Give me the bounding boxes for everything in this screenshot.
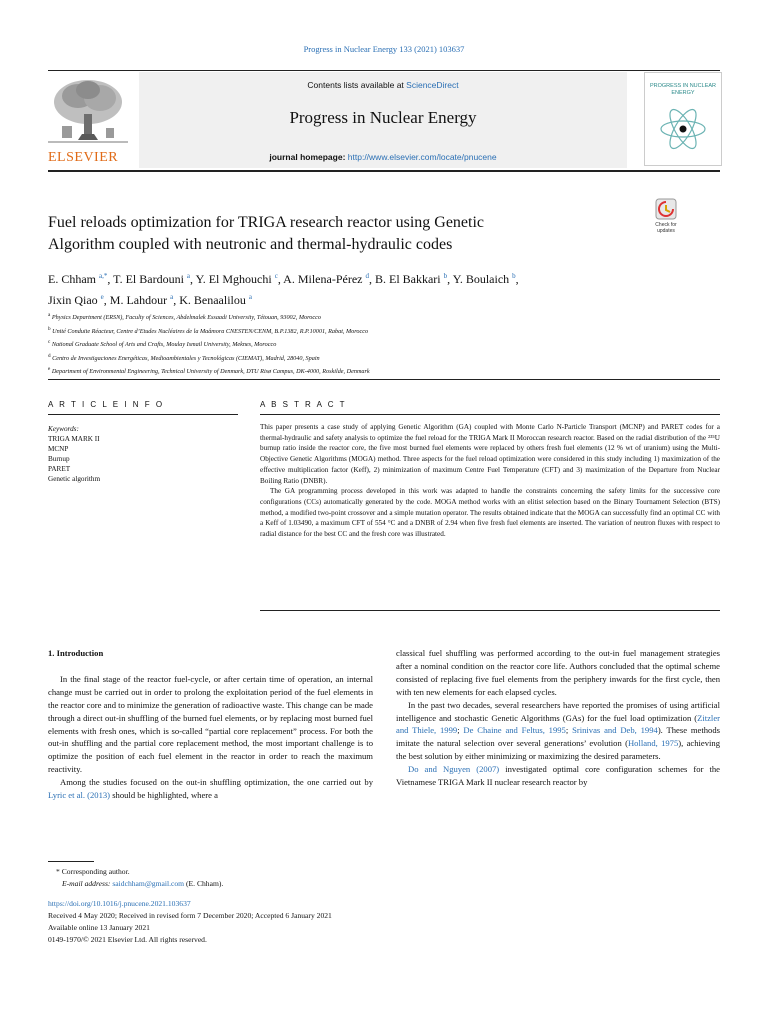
author[interactable]: T. El Bardouni $^a$ [113, 272, 191, 286]
journal-cover[interactable] [644, 72, 722, 166]
check-for-updates-badge[interactable] [646, 198, 686, 234]
keyword: PARET [48, 465, 71, 473]
keywords-label: Keywords: [48, 425, 79, 433]
atom-icon [657, 103, 709, 155]
sciencedirect-link[interactable]: ScienceDirect [406, 80, 459, 90]
body-right-column [396, 647, 720, 789]
contents-prefix: Contents lists available at [307, 80, 407, 90]
body-paragraph: In the past two decades, several researchers have reported the promises of using artificial intelligence and stochastic Genetic Algorithms (GAs) for the fuel load optimization (Zitzler and Thiele, 1999; De Chaine and Feltus, 1995; Srinivas and Deb, 1994). These methods imitate the natural selection over several generations’ evolution (Holland, 1975), achieving the best solution by either minimizing or maximizing the desired parameters. [396, 699, 720, 762]
author[interactable]: Y. Boulaich $^b$ [452, 272, 516, 286]
affiliation: $^a$ Physics Department (ERSN), Faculty of Sciences, Abdelmalek Essaadi University, Tétouan, 93002, Morocco [48, 312, 321, 322]
body-left-column [48, 647, 373, 802]
citation-link[interactable]: De Chaine and Feltus, 1995 [463, 725, 566, 736]
keyword: TRIGA MARK II [48, 435, 100, 443]
section-heading: 1. Introduction [48, 648, 104, 658]
author[interactable]: A. Milena-Pérez $^d$ [283, 272, 369, 286]
check-updates-label: Check for updates [655, 222, 677, 234]
doi-link[interactable]: https://doi.org/10.1016/j.pnucene.2021.103637 [48, 899, 191, 908]
homepage-link[interactable]: http://www.elsevier.com/locate/pnucene [347, 152, 497, 162]
affiliation: $^b$ Unité Conduite Réacteur, Centre d’Etudes Nucléaires de la Maâmora CNESTEN/CENM, B.P.1382, R.P.10001, Rabat, Morocco [48, 325, 369, 335]
article-title-line-1: Fuel reloads optimization for TRIGA research reactor using Genetic [48, 214, 485, 231]
body-paragraph: In the final stage of the reactor fuel-cycle, or after certain time of operation, an internal change must be carried out in order to prolong the exploitation period of the fuel elements in the reactor core and to minimize the generation of radioactive waste. This change can be made through a direct out-in shuffling of the burned fuel elements, or by replacing most burned fuel elements with fresh ones, which is so-called “partial core replacement” process. For both the out-in shuffling and the partial core replacement method, the most important challenge is to optimize the position of each fuel element in the reactor in order to reach the maximum reactivity. [48, 673, 373, 775]
citation-link[interactable]: Holland, 1975 [627, 738, 679, 749]
check-updates-icon [655, 198, 677, 220]
article-info-heading: A R T I C L E I N F O [48, 400, 165, 409]
citation-link[interactable]: Lyric et al. (2013) [48, 790, 111, 801]
homepage-prefix: journal homepage: [269, 152, 348, 162]
email-link[interactable]: saidchham@gmail.com [112, 879, 185, 888]
author[interactable]: Y. El Mghouchi $^c$ [195, 272, 278, 286]
journal-citation: Progress in Nuclear Energy 133 (2021) 103637 [303, 44, 465, 54]
copyright: 0149-1970/© 2021 Elsevier Ltd. All rights reserved. [48, 935, 207, 944]
author[interactable]: K. Benaalilou $^a$ [179, 293, 252, 307]
author[interactable]: Jixin Qiao $^e$ [48, 293, 104, 307]
abstract-bottom-rule [260, 610, 720, 611]
article-info-rule [48, 414, 238, 415]
affiliation: $^e$ Department of Environmental Engineering, Technical University of Denmark, DTU Risø Campus, DK-4000, Roskilde, Denmark [48, 366, 370, 376]
keyword: Genetic algorithm [48, 475, 101, 483]
publisher-logo-text: ELSEVIER [48, 150, 119, 165]
elsevier-logo [48, 76, 128, 148]
body-paragraph: Do and Nguyen (2007) investigated optimal core configuration schemes for the Vietnamese TRIGA Mark II nuclear research reactor by [396, 764, 720, 788]
author[interactable]: E. Chham $^{a,*}$ [48, 272, 108, 286]
homepage-line [139, 152, 627, 162]
body-paragraph: classical fuel shuffling was performed according to the out-in fuel management strategies after a nominal condition on the reactor core life. Authors concluded that the optimal scheme consisted of replacing five fuel elements from the periphery inwards for the first cycle, then with ten new elements for each elapsed cycles. [396, 648, 720, 697]
article-title-line-2: Algorithm coupled with neutronic and thermal-hydraulic codes [48, 236, 453, 253]
abstract-heading: A B S T R A C T [260, 400, 347, 409]
abstract-paragraph: This paper presents a case study of applying Genetic Algorithm (GA) coupled with Monte Carlo N-Particle Transport (MCNP) and PARET codes for a thermal-hydraulic and safety analysis to optimize the fuel reload for the TRIGA Mark II Moroccan research reactor. Based on the radial distribution of the ²³⁵U burnup ratio inside the reactor core, the five most burned fuel elements were replaced by others fresh fuel elements (12 % wt of uranium) using the Multi-Objective Genetic Algorithms (MOGA) method. Three aspects for the fuel reload optimization were considered in this study including 1) maximization of the effective multiplication factor (Keff), 2) minimization of maximum Centre Fuel Temperature (CFT) and 3) maximization of the Departure from Nuclear Boiling Ratio (DNBR). [260, 423, 720, 485]
affiliation: $^c$ National Graduate School of Arts and Crafts, Moulay Ismail University, Meknes, Morocco [48, 339, 277, 349]
corresponding-author-note: * Corresponding author. [56, 867, 130, 876]
received-dates: Received 4 May 2020; Received in revised form 7 December 2020; Accepted 6 January 2021 [48, 911, 332, 920]
affiliations [48, 310, 728, 378]
author-list: E. Chham $^{a,*}$, T. El Bardouni $^a$, Y. El Mghouchi $^c$, A. Milena-Pérez $^d$, B. El Bakkari $^b$, Y. Boulaich $^b$, Jixin Qiao $^e$, M. Lahdour $^a$, K. Benaalilou $^a$ [48, 272, 519, 307]
header-bottom-rule [48, 170, 720, 172]
keyword: Burnup [48, 455, 70, 463]
footnote-corresponding [56, 866, 656, 890]
abstract-text [260, 422, 720, 540]
footnote-rule [48, 861, 94, 862]
journal-name: Progress in Nuclear Energy [289, 108, 477, 127]
email-line: E-mail address: saidchham@gmail.com (E. Chham). [62, 879, 224, 888]
header-top-rule [48, 70, 720, 71]
abstract-paragraph: The GA programming process developed in this work was adapted to handle the constraints concerning the safety limits for the successive core configurations (CCs) automatically generated by the code. MOGA method works with an elitist selection based on the Binary Tournament Selection (BTS) method, a modified two-point crossover and a simple mutation operator. The results obtained indicate that the MOGA can successfully find an optimal CC with a Keff of 1.03490, a maximum CFT of 554 °C and a DNBR of 2.94 when five fresh fuel elements are inserted. The variation of neutron fluxes with respect to radial distance for the best CC and the fresh core was illustrated. [260, 487, 720, 539]
keyword: MCNP [48, 445, 69, 453]
citation-link[interactable]: Zitzler and Thiele, 1999 [396, 712, 720, 736]
citation-link[interactable]: Do and Nguyen (2007) [408, 764, 500, 775]
abstract-rule [260, 414, 720, 415]
citation-link[interactable]: Srinivas and Deb, 1994 [572, 725, 658, 736]
contents-line [139, 80, 627, 90]
available-online: Available online 13 January 2021 [48, 923, 150, 932]
info-top-rule [48, 379, 720, 380]
affiliation: $^d$ Centro de Investigaciones Energéticas, Medioambientales y Tecnológicas (CIEMAT), Madrid, 28040, Spain [48, 352, 320, 362]
article-title [48, 212, 608, 256]
keywords-block [48, 424, 228, 484]
publication-info [48, 898, 728, 946]
author[interactable]: M. Lahdour $^a$ [109, 293, 174, 307]
body-paragraph: Among the studies focused on the out-in shuffling optimization, the one carried out by Lyric et al. (2013) should be highlighted, where a [48, 777, 373, 801]
elsevier-tree-icon [48, 76, 128, 148]
author[interactable]: B. El Bakkari $^b$ [374, 272, 448, 286]
cover-title: PROGRESS IN NUCLEAR ENERGY [649, 83, 716, 96]
